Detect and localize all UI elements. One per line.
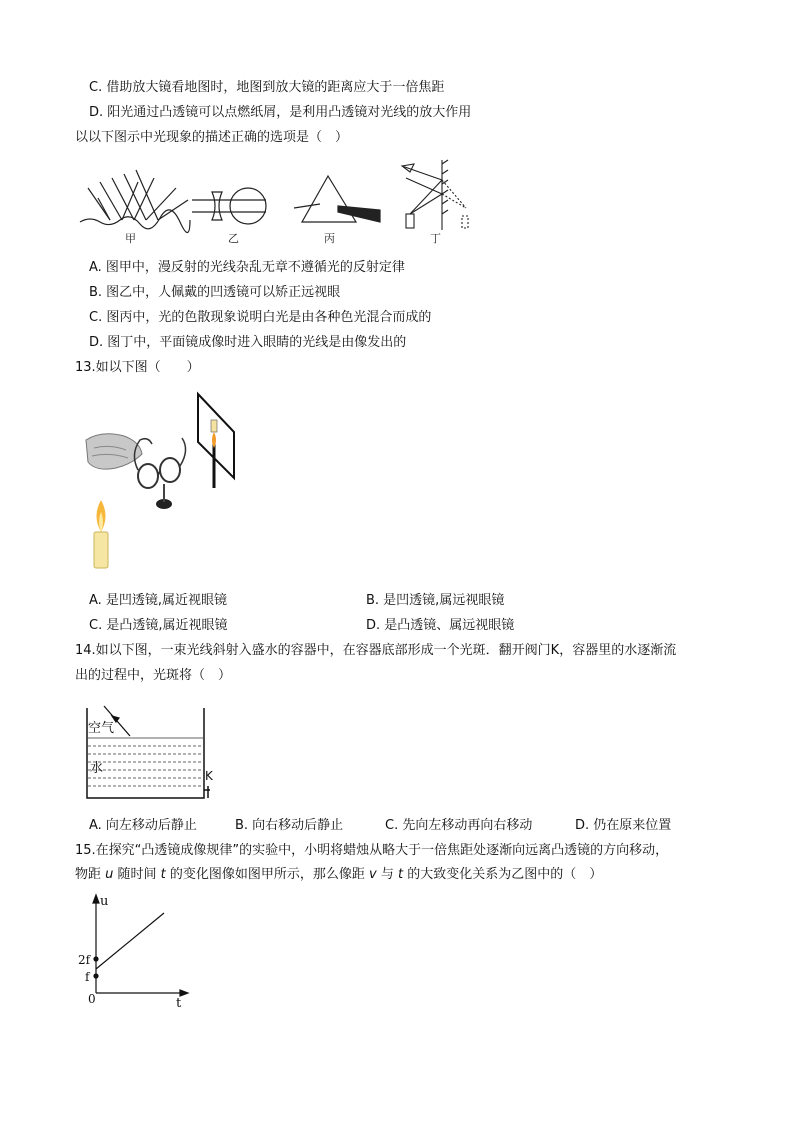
tick-f-dot bbox=[94, 974, 98, 978]
label-water: 水 bbox=[90, 761, 104, 776]
q14-figure bbox=[82, 700, 222, 804]
u-t-line bbox=[96, 913, 164, 969]
q14-option-b: B. 向右移动后静止 bbox=[235, 818, 344, 833]
q14-option-d: D. 仍在原来位置 bbox=[575, 818, 672, 833]
q15-var-u: u bbox=[105, 867, 114, 882]
origin-label: 0 bbox=[88, 992, 96, 1006]
q12-stem: 以以下图示中光现象的描述正确的选项是（ ） bbox=[75, 130, 349, 145]
tick-2f-dot bbox=[94, 957, 98, 961]
tick-2f-label: 2f bbox=[78, 953, 91, 967]
label-valve-k: K bbox=[205, 769, 213, 783]
q14-stem-line2: 出的过程中，光斑将（ ） bbox=[75, 668, 232, 683]
q13-stem: 13.如以下图（ ） bbox=[75, 360, 200, 375]
figure-label-yi: 乙 bbox=[228, 232, 239, 245]
figure-label-ding: 丁 bbox=[430, 232, 441, 245]
q14-option-c: C. 先向左移动再向右移动 bbox=[385, 818, 533, 833]
q15-stem-line2 bbox=[75, 866, 602, 884]
q15-text-5: 的大致变化关系为乙图中的（ ） bbox=[403, 867, 603, 882]
valve-k-icon bbox=[204, 786, 210, 798]
prev-option-d: D. 阳光通过凸透镜可以点燃纸屑，是利用凸透镜对光线的放大作用 bbox=[89, 105, 472, 120]
q15-text-1: 物距 bbox=[75, 867, 106, 882]
q15-text-2: 随时间 bbox=[113, 867, 161, 882]
q12-option-b: B. 图乙中，人佩戴的凹透镜可以矫正远视眼 bbox=[89, 285, 341, 300]
y-axis-arrow bbox=[93, 895, 99, 903]
q12-option-d: D. 图丁中，平面镜成像时进入眼睛的光线是由像发出的 bbox=[89, 335, 407, 350]
q13-option-b: B. 是凹透镜,属远视眼镜 bbox=[366, 593, 505, 608]
q12-figure bbox=[80, 160, 480, 250]
prev-option-c: C. 借助放大镜看地图时，地图到放大镜的距离应大于一倍焦距 bbox=[89, 80, 445, 95]
figure-bing-prism bbox=[294, 176, 380, 222]
tick-f-label: f bbox=[85, 970, 90, 984]
hand-holding-glasses-icon bbox=[86, 434, 186, 509]
q15-graph bbox=[76, 893, 196, 1013]
q13-option-c: C. 是凸透镜,属近视眼镜 bbox=[89, 618, 228, 633]
x-axis-label: t bbox=[176, 996, 182, 1011]
q15-var-v: v bbox=[369, 867, 377, 882]
q13-option-a: A. 是凹透镜,属近视眼镜 bbox=[89, 593, 228, 608]
figure-label-bing: 丙 bbox=[324, 232, 335, 245]
water-surface bbox=[88, 738, 203, 786]
y-axis-label: u bbox=[100, 894, 109, 909]
q15-text-3: 的变化图像如图甲所示，那么像距 bbox=[165, 867, 370, 882]
q15-stem-line1: 15.在探究“凸透镜成像规律”的实验中，小明将蜡烛从略大于一倍焦距处逐渐向远离凸透镜的方向移动， bbox=[75, 843, 669, 858]
q13-figure bbox=[82, 392, 252, 572]
q15-text-4: 与 bbox=[376, 867, 398, 882]
screen-icon bbox=[198, 394, 234, 488]
figure-yi-concave-lens bbox=[192, 188, 266, 224]
figure-label-jia: 甲 bbox=[125, 232, 136, 245]
q14-option-a: A. 向左移动后静止 bbox=[89, 818, 197, 833]
figure-ding-plane-mirror bbox=[402, 160, 468, 230]
q15-var-t-2: t bbox=[398, 867, 404, 882]
q12-option-a: A. 图甲中，漫反射的光线杂乱无章不遵循光的反射定律 bbox=[89, 260, 405, 275]
figure-jia-diffuse-reflection bbox=[80, 170, 190, 233]
q12-option-c: C. 图丙中，光的色散现象说明白光是由各种色光混合而成的 bbox=[89, 310, 432, 325]
q13-option-d: D. 是凸透镜、属远视眼镜 bbox=[366, 618, 515, 633]
candle-icon bbox=[94, 500, 108, 568]
q14-stem-line1: 14.如以下图，一束光线斜射入盛水的容器中，在容器底部形成一个光斑．翻开阀门K，容器里的水逐渐流 bbox=[75, 643, 677, 658]
label-air: 空气 bbox=[88, 721, 115, 736]
q15-var-t: t bbox=[160, 867, 166, 882]
